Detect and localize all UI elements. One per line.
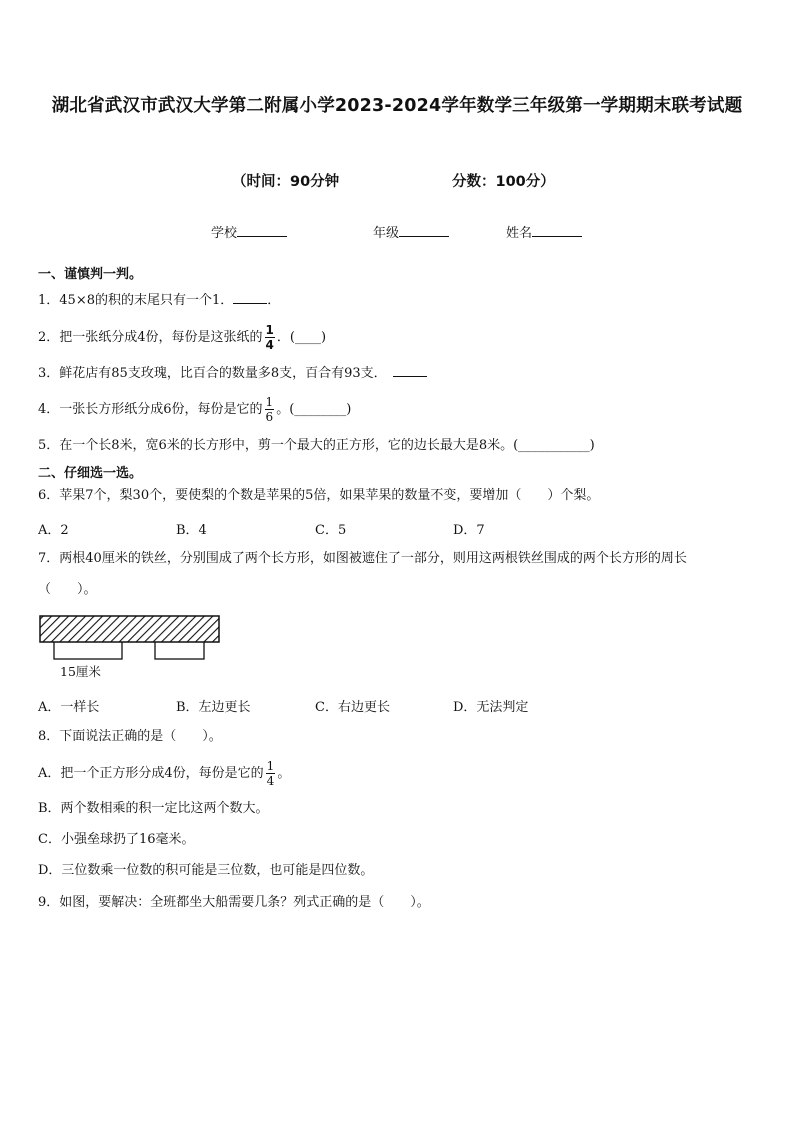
question-5 (38, 436, 595, 456)
question-8-option-a-fraction: $\frac{1}{4}$ (266, 759, 275, 788)
question-7-option-d[interactable]: D．无法判定 (453, 700, 529, 715)
question-2-fraction: $\frac{1}{4}$ (265, 323, 274, 352)
question-7-option-b[interactable]: B．左边更长 (176, 700, 251, 715)
question-6-option-a[interactable]: A．2 (38, 523, 69, 538)
section-1-heading: 一、谨慎判一判。 (38, 267, 143, 282)
question-4 (38, 396, 351, 423)
question-9-text: 9．如图，要解决：全班都坐大船需要几条？列式正确的是（ ）。 (38, 895, 430, 910)
question-5-text: 5．在一个长8米，宽6米的长方形中，剪一个最大的正方形，它的边长最大是8米。(___________) (38, 438, 595, 453)
question-7-text2: （ ）。 (38, 582, 97, 597)
question-4-end: 。(________) (276, 402, 352, 417)
question-6-option-c[interactable]: C．5 (315, 523, 347, 538)
school-blank[interactable] (237, 223, 287, 237)
question-7-option-a[interactable]: A．一样长 (38, 700, 100, 715)
question-7 (38, 549, 687, 569)
question-8-text: 8．下面说法正确的是（ ）。 (38, 729, 222, 744)
question-4-text: 4．一张长方形纸分成6份，每份是它的 (38, 402, 263, 417)
question-3 (38, 362, 427, 384)
question-6 (38, 486, 599, 506)
question-8-option-a-end: 。 (277, 766, 291, 781)
grade-label: 年级 (373, 226, 400, 241)
length-label: 15厘米 (60, 664, 101, 679)
grade-blank[interactable] (399, 223, 449, 237)
question-7-line2 (38, 580, 97, 600)
question-6-text: 6．苹果7个，梨30个，要使梨的个数是苹果的5倍，如果苹果的数量不变，要增加（ ）个梨。 (38, 488, 600, 503)
question-7-option-c[interactable]: C．右边更长 (315, 700, 390, 715)
question-9 (38, 893, 430, 913)
question-6-option-d[interactable]: D．7 (453, 523, 485, 538)
question-3-blank[interactable] (393, 362, 427, 377)
question-2 (38, 324, 326, 351)
school-field (211, 222, 287, 241)
question-1 (38, 289, 280, 311)
name-blank[interactable] (532, 223, 582, 237)
question-8-option-a-text: A．把一个正方形分成4份，每份是它的 (38, 766, 264, 781)
question-8 (38, 727, 222, 747)
question-7-figure (38, 612, 228, 688)
question-2-text: 2．把一张纸分成4份，每份是这张纸的 (38, 330, 263, 345)
question-8-option-d[interactable]: D．三位数乘一位数的积可能是三位数，也可能是四位数。 (38, 863, 374, 878)
question-8-option-b[interactable]: B．两个数相乘的积一定比这两个数大。 (38, 801, 269, 816)
name-label: 姓名 (506, 226, 533, 241)
grade-field (373, 222, 449, 241)
question-6-option-b[interactable]: B．4 (176, 523, 207, 538)
time-score-line (0, 170, 794, 192)
school-label: 学校 (211, 226, 238, 241)
question-3-text: 3．鲜花店有85支玫瑰，比百合的数量多8支，百合有93支． (38, 366, 387, 381)
name-field (506, 222, 582, 241)
exam-score: 分数：100分） (452, 174, 555, 190)
question-1-text: 1．45×8的积的末尾只有一个1． (38, 293, 234, 308)
covering-board (40, 616, 219, 642)
question-7-text: 7．两根40厘米的铁丝，分别围成了两个长方形，如图被遮住了一部分，则用这两根铁丝围成的两个长方形的周长 (38, 551, 687, 566)
wire-rectangles-diagram (38, 612, 228, 684)
question-2-end: ．(____) (276, 330, 327, 345)
question-1-end: ． (267, 293, 281, 308)
question-1-blank[interactable] (233, 289, 267, 304)
question-8-option-c[interactable]: C．小强垒球扔了16毫米。 (38, 832, 195, 847)
page-title: 湖北省武汉市武汉大学第二附属小学2023-2024学年数学三年级第一学期期末联考试题 (51, 96, 743, 116)
exam-time: （时间：90分钟 (232, 174, 340, 190)
student-info-line (0, 222, 794, 242)
question-4-fraction: $\frac{1}{6}$ (265, 395, 274, 424)
question-8-option-a[interactable] (38, 760, 290, 787)
section-2-heading: 二、仔细选一选。 (38, 466, 143, 481)
